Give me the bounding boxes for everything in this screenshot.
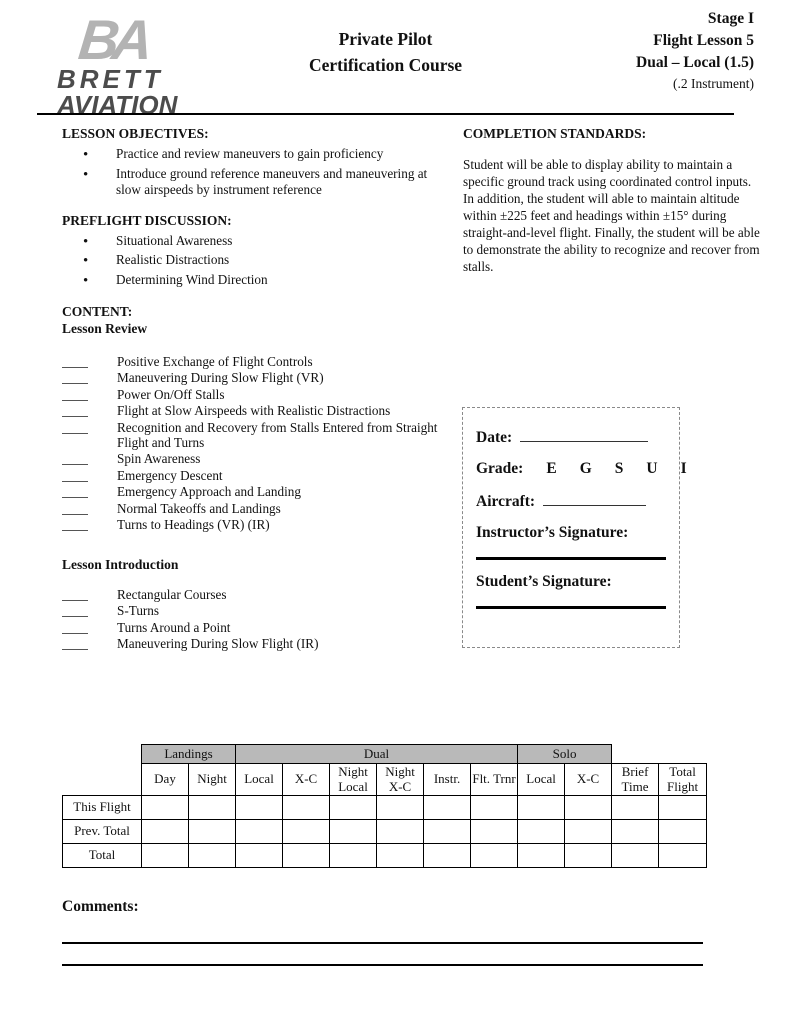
flight-lesson-label: Flight Lesson 5 [653, 32, 754, 49]
table-cell [377, 796, 424, 820]
column-header: Night Local [330, 764, 377, 796]
table-cell [189, 844, 236, 868]
comments-section [62, 898, 703, 966]
bullet-icon [62, 272, 116, 291]
table-cell [142, 820, 189, 844]
column-header: X-C [283, 764, 330, 796]
group-header-landings: Landings [142, 745, 236, 764]
checklist-item [62, 603, 446, 618]
table-cell [330, 844, 377, 868]
table-cell [142, 844, 189, 868]
checklist-blank-line [62, 517, 88, 531]
grade-option: U [646, 460, 658, 477]
comments-label: Comments: [62, 898, 139, 915]
grade-option: I [680, 460, 687, 477]
course-title-line-1: Private Pilot [338, 29, 433, 49]
checklist-item-label: Recognition and Recovery from Stalls Entered from Straight Flight and Turns [117, 419, 438, 451]
checklist-item [62, 587, 446, 602]
checklist-blank-line [62, 587, 88, 601]
lesson-introduction-checklist [62, 587, 446, 652]
table-cell [142, 796, 189, 820]
comments-line-1 [62, 942, 703, 944]
checklist-item-label: Power On/Off Stalls [117, 386, 225, 402]
table-row [63, 820, 707, 844]
objective-text: Practice and review maneuvers to gain proficiency [116, 146, 384, 162]
checklist-item-label: Emergency Approach and Landing [117, 484, 301, 500]
preflight-discussion-list [62, 233, 446, 291]
left-column [62, 126, 446, 653]
bullet-icon [62, 233, 116, 252]
preflight-text: Determining Wind Direction [116, 271, 268, 287]
table-cell [283, 820, 330, 844]
lesson-introduction-heading: Lesson Introduction [62, 556, 179, 572]
table-cell [236, 820, 283, 844]
column-header: Brief Time [612, 764, 659, 796]
grade-options [523, 460, 686, 477]
column-header: X-C [565, 764, 612, 796]
row-label: Prev. Total [63, 820, 142, 844]
checklist-blank-line [62, 484, 88, 498]
checklist-blank-line [62, 370, 88, 384]
table-cell [424, 820, 471, 844]
student-signature-line [476, 606, 666, 609]
checklist-item-label: Normal Takeoffs and Landings [117, 500, 281, 516]
table-cell [612, 820, 659, 844]
table-body [63, 796, 707, 868]
column-header: Instr. [424, 764, 471, 796]
table-cell [518, 844, 565, 868]
student-signature-label: Student’s Signature: [476, 573, 612, 590]
comments-line-2 [62, 964, 703, 966]
table-cell [330, 820, 377, 844]
course-title [243, 26, 528, 79]
lesson-review-checklist [62, 354, 446, 533]
column-header: Night [189, 764, 236, 796]
checklist-item [62, 468, 446, 483]
table-cell [565, 820, 612, 844]
checklist-blank-line [62, 387, 88, 401]
checklist-blank-line [62, 403, 88, 417]
table-cell [565, 844, 612, 868]
column-header: Total Flight [659, 764, 707, 796]
aircraft-blank-line [543, 491, 646, 506]
table-group-header-row [63, 745, 707, 764]
preflight-item [62, 272, 446, 291]
table-cell [330, 796, 377, 820]
logo-ba-monogram-icon: BA [75, 8, 150, 71]
checklist-item [62, 354, 446, 369]
table-cell [659, 820, 707, 844]
completion-standards-heading: COMPLETION STANDARDS: [463, 126, 647, 141]
aircraft-label: Aircraft: [476, 493, 536, 510]
checklist-item [62, 370, 446, 385]
table-cell [283, 844, 330, 868]
column-header: Local [518, 764, 565, 796]
date-blank-line [520, 427, 648, 442]
checklist-item [62, 403, 446, 418]
group-header-dual: Dual [236, 745, 518, 764]
preflight-discussion-heading: PREFLIGHT DISCUSSION: [62, 212, 232, 228]
header-divider-rule [37, 113, 734, 115]
checklist-blank-line [62, 354, 88, 368]
grade-option: S [614, 460, 624, 477]
preflight-item [62, 252, 446, 271]
checklist-blank-line [62, 501, 88, 515]
checklist-item-label: Flight at Slow Airspeeds with Realistic Distractions [117, 403, 391, 419]
table-column-header-row [63, 764, 707, 796]
column-header: Flt. Trnr [471, 764, 518, 796]
bullet-icon [62, 146, 116, 165]
table-cell [189, 820, 236, 844]
checklist-item-label: Spin Awareness [117, 451, 201, 467]
checklist-blank-line [62, 603, 88, 617]
checklist-item-label: Rectangular Courses [117, 586, 227, 602]
column-header: Day [142, 764, 189, 796]
table-cell [612, 796, 659, 820]
checklist-item-label: Emergency Descent [117, 467, 223, 483]
instrument-time-label: (.2 Instrument) [673, 76, 754, 91]
table-row [63, 796, 707, 820]
checklist-item-label: Turns to Headings (VR) (IR) [117, 517, 270, 533]
table-cell [236, 796, 283, 820]
checklist-item [62, 636, 446, 651]
grade-row [476, 460, 687, 478]
grade-label: Grade: [476, 460, 524, 477]
lesson-review-heading: Lesson Review [62, 320, 148, 336]
course-title-line-2: Certification Course [308, 55, 463, 76]
checklist-item-label: Positive Exchange of Flight Controls [117, 353, 313, 369]
checklist-item [62, 387, 446, 402]
grading-signature-box [462, 407, 687, 648]
row-label: This Flight [63, 796, 142, 820]
checklist-blank-line [62, 420, 88, 434]
flight-time-table [62, 744, 707, 868]
checklist-blank-line [62, 620, 88, 634]
table-cell [565, 796, 612, 820]
checklist-blank-line [62, 468, 88, 482]
table-cell [189, 796, 236, 820]
checklist-item-label: Maneuvering During Slow Flight (VR) [117, 370, 324, 386]
date-row [476, 427, 666, 447]
table-cell [236, 844, 283, 868]
checklist-item-label: Turns Around a Point [117, 619, 231, 635]
table-cell [612, 844, 659, 868]
checklist-item-label: Maneuvering During Slow Flight (IR) [117, 636, 319, 652]
date-label: Date: [476, 429, 513, 446]
lesson-type-label: Dual – Local (1.5) [636, 54, 754, 71]
instructor-signature-label: Instructor’s Signature: [476, 524, 629, 541]
table-cell [471, 820, 518, 844]
objective-item [62, 146, 446, 165]
group-header-solo: Solo [518, 745, 612, 764]
logo-brett-text: BRETT [57, 63, 164, 94]
checklist-item [62, 501, 446, 516]
table-corner-cell [63, 745, 142, 764]
objective-item [62, 166, 446, 199]
bullet-icon [62, 252, 116, 271]
table-corner-cell [612, 745, 707, 764]
checklist-blank-line [62, 636, 88, 650]
table-cell [377, 844, 424, 868]
table-cell [424, 844, 471, 868]
stage-label: Stage I [707, 10, 754, 27]
table-cell [518, 796, 565, 820]
content-heading: CONTENT: [62, 304, 133, 320]
table-cell [659, 844, 707, 868]
aircraft-row [476, 491, 666, 511]
checklist-blank-line [62, 451, 88, 465]
completion-standards-text: Student will be able to display ability to maintain a specific ground track using coordinated control inputs. In addition, the student will able to maintain altitude within ±225 feet and headings within ±15° during straight-and-level flight. Finally, the student will be able to demonstrate the ability to recognize and recover from stalls. [463, 157, 760, 274]
table-row [63, 844, 707, 868]
checklist-item [62, 517, 446, 532]
checklist-item [62, 620, 446, 635]
brett-aviation-logo [57, 8, 232, 120]
table-cell [377, 820, 424, 844]
table-cell [659, 796, 707, 820]
lesson-header-info [636, 8, 754, 93]
checklist-item [62, 484, 446, 499]
checklist-item [62, 451, 446, 466]
table-corner-cell [63, 764, 142, 796]
column-header: Local [236, 764, 283, 796]
checklist-item-label: S-Turns [117, 603, 160, 619]
objective-text: Introduce ground reference maneuvers and maneuvering at slow airspeeds by instrument reference [116, 165, 428, 198]
right-column [463, 126, 763, 275]
preflight-text: Situational Awareness [116, 232, 233, 248]
flight-time-table-area [62, 744, 707, 868]
table-cell [518, 820, 565, 844]
instructor-signature-line [476, 557, 666, 560]
table-cell [283, 796, 330, 820]
table-cell [424, 796, 471, 820]
grade-option: G [579, 460, 592, 477]
bullet-icon [62, 166, 116, 199]
logo-aviation-text: AVIATION [57, 89, 178, 120]
grade-option: E [546, 460, 557, 477]
lesson-objectives-heading: LESSON OBJECTIVES: [62, 126, 209, 141]
checklist-item [62, 420, 446, 451]
row-label: Total [63, 844, 142, 868]
preflight-text: Realistic Distractions [116, 252, 230, 268]
table-cell [471, 796, 518, 820]
preflight-item [62, 233, 446, 252]
table-cell [471, 844, 518, 868]
lesson-objectives-list [62, 146, 446, 198]
column-header: Night X-C [377, 764, 424, 796]
